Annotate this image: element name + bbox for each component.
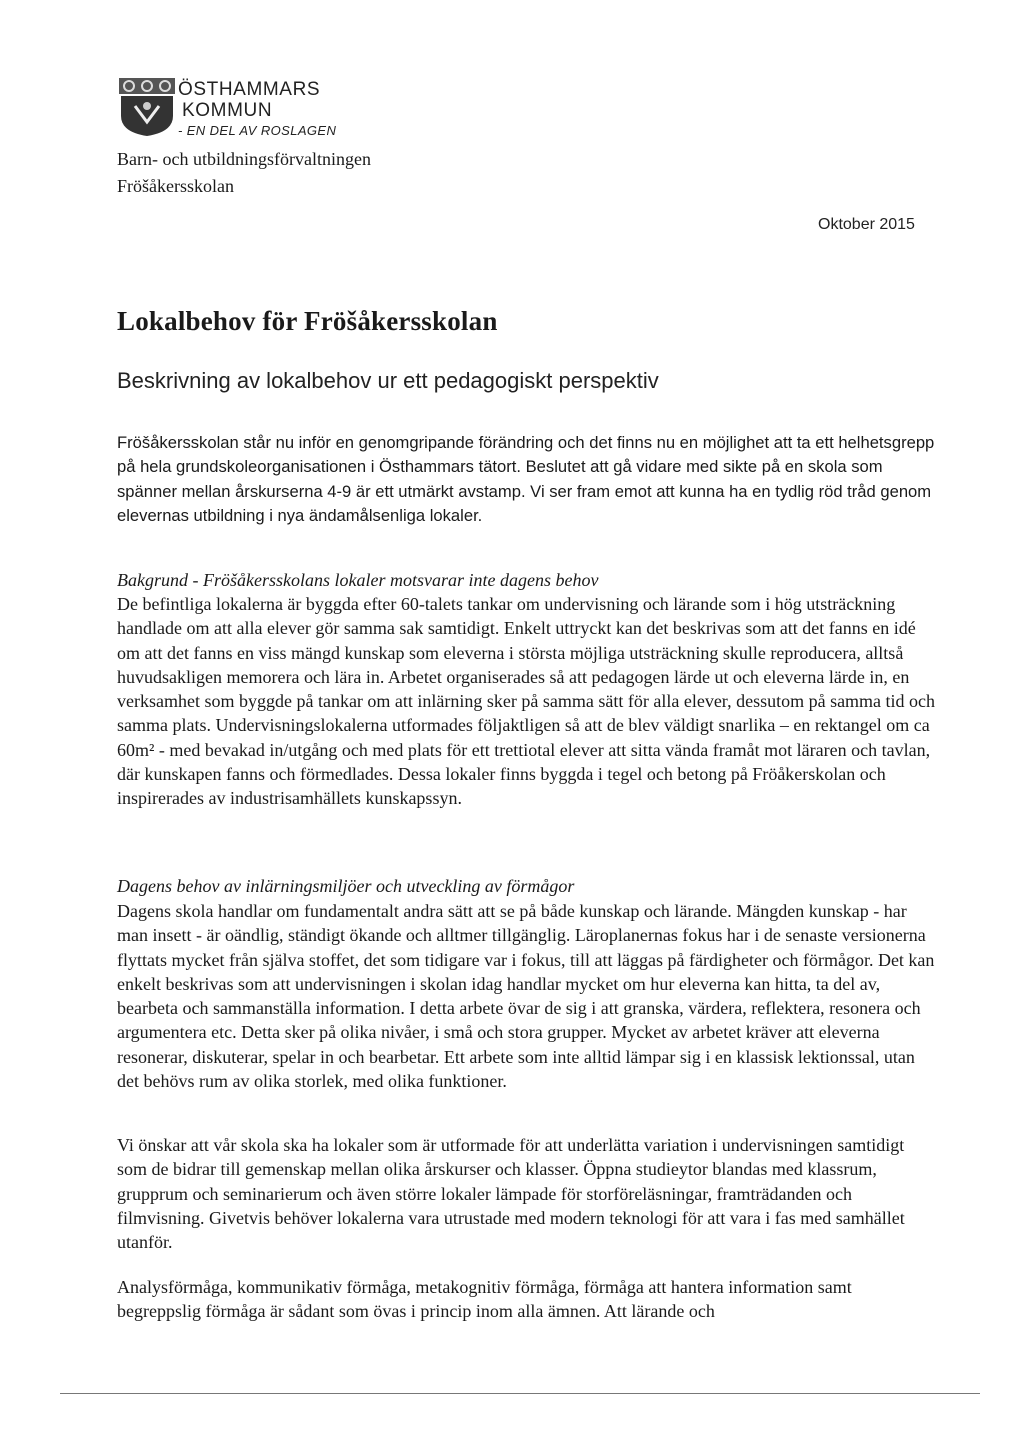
document-title: Lokalbehov för Fröšåkersskolan — [117, 306, 498, 336]
brand-tagline: - EN DEL AV ROSLAGEN — [178, 123, 337, 138]
document-subtitle: Beskrivning av lokalbehov ur ett pedagogiskt perspektiv — [117, 368, 659, 393]
paragraph-abilities: Analysförmåga, kommunikativ förmåga, metakognitiv förmåga, förmåga att hantera information samt begreppslig förmåga är sådant som övas i princip inom alla ämnen. Att lärande och — [117, 1277, 852, 1322]
school-name: Fröšåkersskolan — [117, 176, 234, 196]
paragraph-school-vision: Vi önskar att vår skola ska ha lokaler som är utformade för att underlätta variation i undervisningen samtidigt som de bidrar till gemenskap mellan olika årskurser och klasser. Öppna studieytor blandas med klassrum, grupprum och seminarierum och även större lokaler lämpade för storföreläsningar, framträdanden och filmvisning. Givetvis behöver lokalerna vara utrustade med modern teknologi för att vara i fas med samhället utanför. — [117, 1135, 905, 1253]
document-date: Oktober 2015 — [818, 216, 915, 233]
department-name: Barn- och utbildningsförvaltningen — [117, 149, 371, 169]
section-background-text: De befintliga lokalerna är byggda efter 60-talets tankar om undervisning och lärande som i hög utsträckning handlade om att alla elever gör samma sak samtidigt. Enkelt uttryckt kan det beskrivas som att det fanns en idé om att det fanns en viss mängd kunskap som eleverna i största möjliga utsträckning skulle reproducera, alltså huvudsakligen memorera och lära in. Arbetet organiserades så att pedagogen lärde ut och eleverna lärde in, en verksamhet som byggde på tankar om att inlärning sker på samma sätt för alla elever, dessutom på samma tid och samma plats. Undervisningslokalerna utformades följaktligen så att de blev väldigt snarlika – en rektangel om ca 60m² - med bevakad in/utgång och med plats för ett trettiotal elever att sitta vända framåt mot läraren och tavlan, där kunskapen fanns och förmedlades. Dessa lokaler finns byggda i tegel och betong på Fröåkerskolan och inspirerades av industrisamhällets kunskapssyn. — [117, 594, 936, 809]
section-current-needs-text: Dagens skola handlar om fundamentalt andra sätt att se på både kunskap och lärande. Mängden kunskap - har man insett - är oändlig, ständigt ökande och alltmer tillgänglig. Läroplanernas fokus har i de senaste versionerna flyttats mycket från själva stoffet, det som tidigare var i fokus, till att läggas på färdigheter och förmågor. Det kan enkelt beskrivas som att undervisningen i skolan idag handlar mycket om hur eleverna kan hitta, ta del av, bearbeta och sammanställa information. I detta arbete övar de sig i att granska, värdera, reflektera, resonera och argumentera etc. Detta sker på olika nivåer, i små och stora grupper. Mycket av arbetet kräver att eleverna resonerar, diskuterar, spelar in och bearbetar. Ett arbete som inte alltid lämpar sig i en klassisk lektionssal, utan det behövs rum av olika storlek, med olika funktioner. — [117, 901, 935, 1092]
section-heading-background: Bakgrund - Fröšåkersskolans lokaler motsvarar inte dagens behov — [117, 570, 599, 590]
intro-paragraph: Fröšåkersskolan står nu inför en genomgripande förändring och det finns nu en möjlighet att ta ett helhetsgrepp på hela grundskoleorganisationen i Östhammars tätort. Beslutet att gå vidare med sikte på en skola som spänner mellan årskurserna 4-9 är ett utmärkt avstamp. Vi ser fram emot att kunna ha en tydlig röd tråd genom elevernas utbildning i nya ändamålsenliga lokaler. — [117, 433, 935, 525]
section-heading-current-needs: Dagens behov av inlärningsmiljöer och utveckling av förmågor — [117, 876, 575, 896]
brand-name: ÖSTHAMMARS — [178, 79, 321, 100]
municipal-coat-of-arms-icon — [117, 76, 177, 138]
footer-divider — [60, 1393, 980, 1394]
brand-name-line2: KOMMUN — [182, 100, 273, 121]
